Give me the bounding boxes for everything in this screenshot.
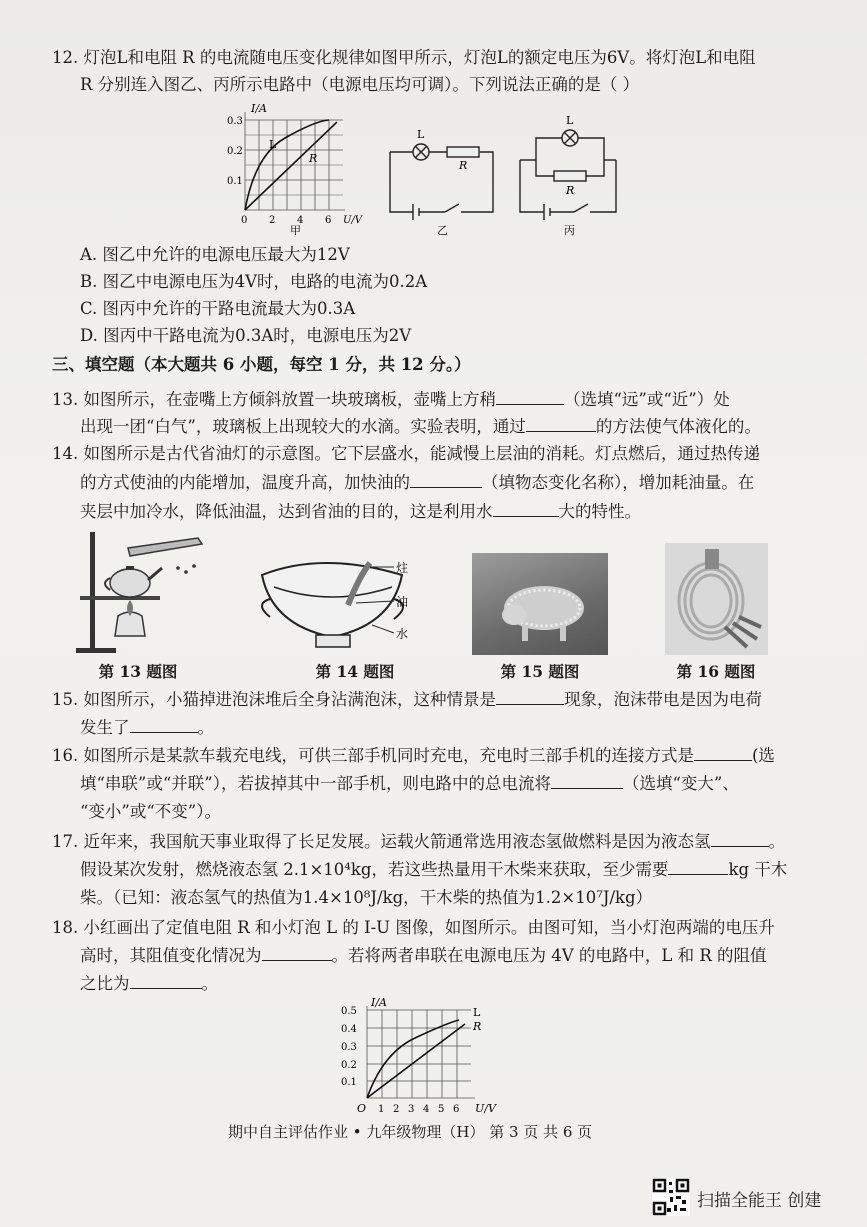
x-tick: 4: [423, 1104, 430, 1115]
q16-text: 16. 如图所示是某款车载充电线，可供三部手机同时充电，充电时三部手机的连接方式是: [52, 746, 694, 765]
q15-text: 现象，泡沫带电是因为电荷: [564, 690, 762, 709]
q12-line1: 12. 灯泡L和电阻 R 的电流随电压变化规律如图甲所示，灯泡L的额定电压为6V。将灯泡L和电阻: [52, 48, 756, 67]
q13-blank-2[interactable]: [526, 417, 596, 432]
y-tick: 0.3: [341, 1042, 357, 1053]
y-tick: 0.5: [341, 1006, 357, 1017]
q14-text: 夹层中加冷水，降低油温，达到省油的目的，这是利用水: [80, 502, 493, 521]
label-oil: 油: [396, 595, 409, 609]
q14-blank-1[interactable]: [410, 473, 482, 488]
curve-L-label: L: [269, 138, 277, 151]
q13-text: 出现一团“白气”，玻璃板上出现较大的水滴。实验表明，通过: [80, 417, 526, 436]
q15-text: 。: [197, 718, 214, 737]
fig13-caption: 第 13 题图: [98, 662, 178, 681]
caption-bing: 丙: [564, 224, 575, 237]
q16-line3: “变小”或“不变”）。: [80, 802, 221, 821]
x-tick: 2: [269, 215, 276, 226]
glass-plate: [128, 538, 202, 556]
q15-line1: [52, 689, 762, 711]
caption-yi: 乙: [437, 224, 448, 237]
curve-R-label: R: [309, 152, 318, 165]
q18-text: 。: [201, 974, 218, 993]
q12-option-b: B. 图乙中电源电压为4V时，电路的电流为0.2A: [80, 272, 428, 291]
fig14-caption: 第 14 题图: [315, 662, 395, 681]
q16-blank-2[interactable]: [551, 774, 623, 789]
q17-blank-2[interactable]: [668, 860, 728, 875]
q16-text: （选填“变大”、: [623, 774, 739, 793]
q12-option-d: D. 图丙中干路电流为0.3A时，电源电压为2V: [80, 326, 412, 345]
q12-option-c: C. 图丙中允许的干路电流最大为0.3A: [80, 299, 356, 318]
q14-blank-2[interactable]: [493, 502, 559, 517]
q12-option-a: A. 图乙中允许的电源电压最大为12V: [80, 245, 350, 264]
q17-text: 。: [768, 832, 785, 851]
q16-text: 填“串联”或“并联”），若拔掉其中一部手机，则电路中的总电流将: [80, 774, 551, 793]
y-tick: 0.2: [227, 146, 243, 157]
q15-line2: [80, 717, 214, 739]
fig15-foam-cat-photo: [472, 553, 608, 655]
y-tick: 0.1: [341, 1077, 357, 1088]
fig14-oil-lamp: [252, 555, 427, 660]
fig16-caption: 第 16 题图: [676, 662, 756, 681]
q18-blank-1[interactable]: [262, 946, 332, 961]
q13-blank-1[interactable]: [496, 390, 564, 405]
q14-text: 大的特性。: [558, 502, 641, 521]
q14-line2: [80, 472, 754, 494]
y-tick: 0.1: [227, 176, 243, 187]
kettle-icon: [110, 569, 150, 597]
q17-line1: [52, 831, 785, 853]
q14-text: 的方式使油的内能增加，温度升高，加快油的: [80, 473, 410, 492]
q16-line2: [80, 773, 739, 795]
q15-text: 发生了: [80, 718, 130, 737]
x-tick: 5: [438, 1104, 445, 1115]
q12-circuit-bing: [512, 112, 627, 237]
q17-line2: [80, 859, 787, 881]
x-axis-label: U/V: [343, 215, 363, 226]
y-tick: 0.4: [341, 1024, 357, 1035]
q13-text: 的方法使气体液化的。: [595, 417, 761, 436]
x-axis-label: U/V: [475, 1102, 496, 1115]
origin-label: O: [357, 1102, 367, 1115]
x-tick: 1: [378, 1104, 385, 1115]
q18-graph: [335, 998, 510, 1118]
q16-text: (选: [752, 746, 775, 765]
q17-text: kg 干木: [728, 860, 788, 879]
qr-code-icon: [652, 1178, 690, 1216]
lamp-label: L: [417, 128, 425, 141]
q15-blank-2[interactable]: [130, 718, 198, 733]
label-water: 水: [396, 627, 409, 641]
q15-text: 15. 如图所示，小猫掉进泡沫堆后全身沾满泡沫，这种情景是: [52, 690, 496, 709]
q16-blank-1[interactable]: [694, 746, 752, 761]
x-tick: 4: [297, 215, 304, 226]
q12-line2: R 分别连入图乙、丙所示电路中（电源电压均可调）。下列说法正确的是（ ）: [80, 75, 640, 94]
section-title: 三、填空题（本大题共 6 小题，每空 1 分，共 12 分。）: [52, 355, 471, 374]
fig13-kettle-apparatus: [68, 528, 218, 658]
q17-blank-1[interactable]: [711, 832, 769, 847]
q13-text: （选填“远”或“近”）处: [564, 390, 730, 409]
q18-text: 之比为: [80, 974, 130, 993]
curve-R-label: R: [473, 1020, 482, 1033]
fig16-charging-cable-photo: [665, 543, 768, 655]
q12-circuit-yi: [385, 122, 500, 237]
x-tick: 6: [453, 1104, 460, 1115]
resistor-label: R: [459, 159, 468, 172]
q18-line3: [80, 973, 218, 995]
caption-jia: 甲: [290, 224, 301, 235]
q17-line3: 柴。（已知：液态氢气的热值为1.4×10⁸J/kg，干木柴的热值为1.2×10⁷J/kg）: [80, 888, 653, 907]
q18-blank-2[interactable]: [130, 974, 202, 989]
q15-blank-1[interactable]: [496, 690, 564, 705]
y-axis-label: I/A: [371, 998, 387, 1009]
q13-line2: [80, 416, 761, 438]
q17-text: 17. 近年来，我国航天事业取得了长足发展。运载火箭通常选用液态氢做燃料是因为液态氢: [52, 832, 711, 851]
curve-L-label: L: [473, 1006, 481, 1019]
q17-text: 假设某次发射，燃烧液态氢 2.1×10⁴kg，若这些热量用干木柴来获取，至少需要: [80, 860, 669, 879]
q14-text: （填物态变化名称），增加耗油量。在: [482, 473, 755, 492]
q14-line1: 14. 如图所示是古代省油灯的示意图。它下层盛水，能减慢上层油的消耗。灯点燃后，通过热传递: [52, 444, 760, 463]
q14-line3: [80, 501, 641, 523]
x-tick: 0: [241, 215, 248, 226]
fig15-caption: 第 15 题图: [500, 662, 580, 681]
lamp-label: L: [566, 114, 574, 127]
resistor-label: R: [566, 184, 575, 197]
x-tick: 6: [325, 215, 332, 226]
q13-text: 13. 如图所示，在壶嘴上方倾斜放置一块玻璃板，壶嘴上方稍: [52, 390, 496, 409]
q18-text: 。若将两者串联在电源电压为 4V 的电路中，L 和 R 的阻值: [331, 946, 767, 965]
q12-graph-jia: [225, 100, 375, 235]
q18-text: 高时，其阻值变化情况为: [80, 946, 262, 965]
curve-L: [367, 1020, 459, 1098]
y-tick: 0.3: [227, 116, 243, 127]
y-tick: 0.2: [341, 1060, 357, 1071]
x-tick: 2: [393, 1104, 400, 1115]
q13-line1: [52, 389, 730, 411]
scanner-brand: 扫描全能王 创建: [697, 1191, 822, 1211]
q18-line2: [80, 945, 767, 967]
y-axis-label: I/A: [251, 102, 267, 115]
page-footer: 期中自主评估作业 • 九年级物理（H） 第 3 页 共 6 页: [228, 1123, 593, 1141]
q18-line1: 18. 小红画出了定值电阻 R 和小灯泡 L 的 I-U 图像，如图所示。由图可知，当小灯泡两端的电压升: [52, 918, 775, 937]
q16-line1: [52, 745, 775, 767]
x-tick: 3: [408, 1104, 415, 1115]
label-wick: 炷: [396, 561, 409, 575]
